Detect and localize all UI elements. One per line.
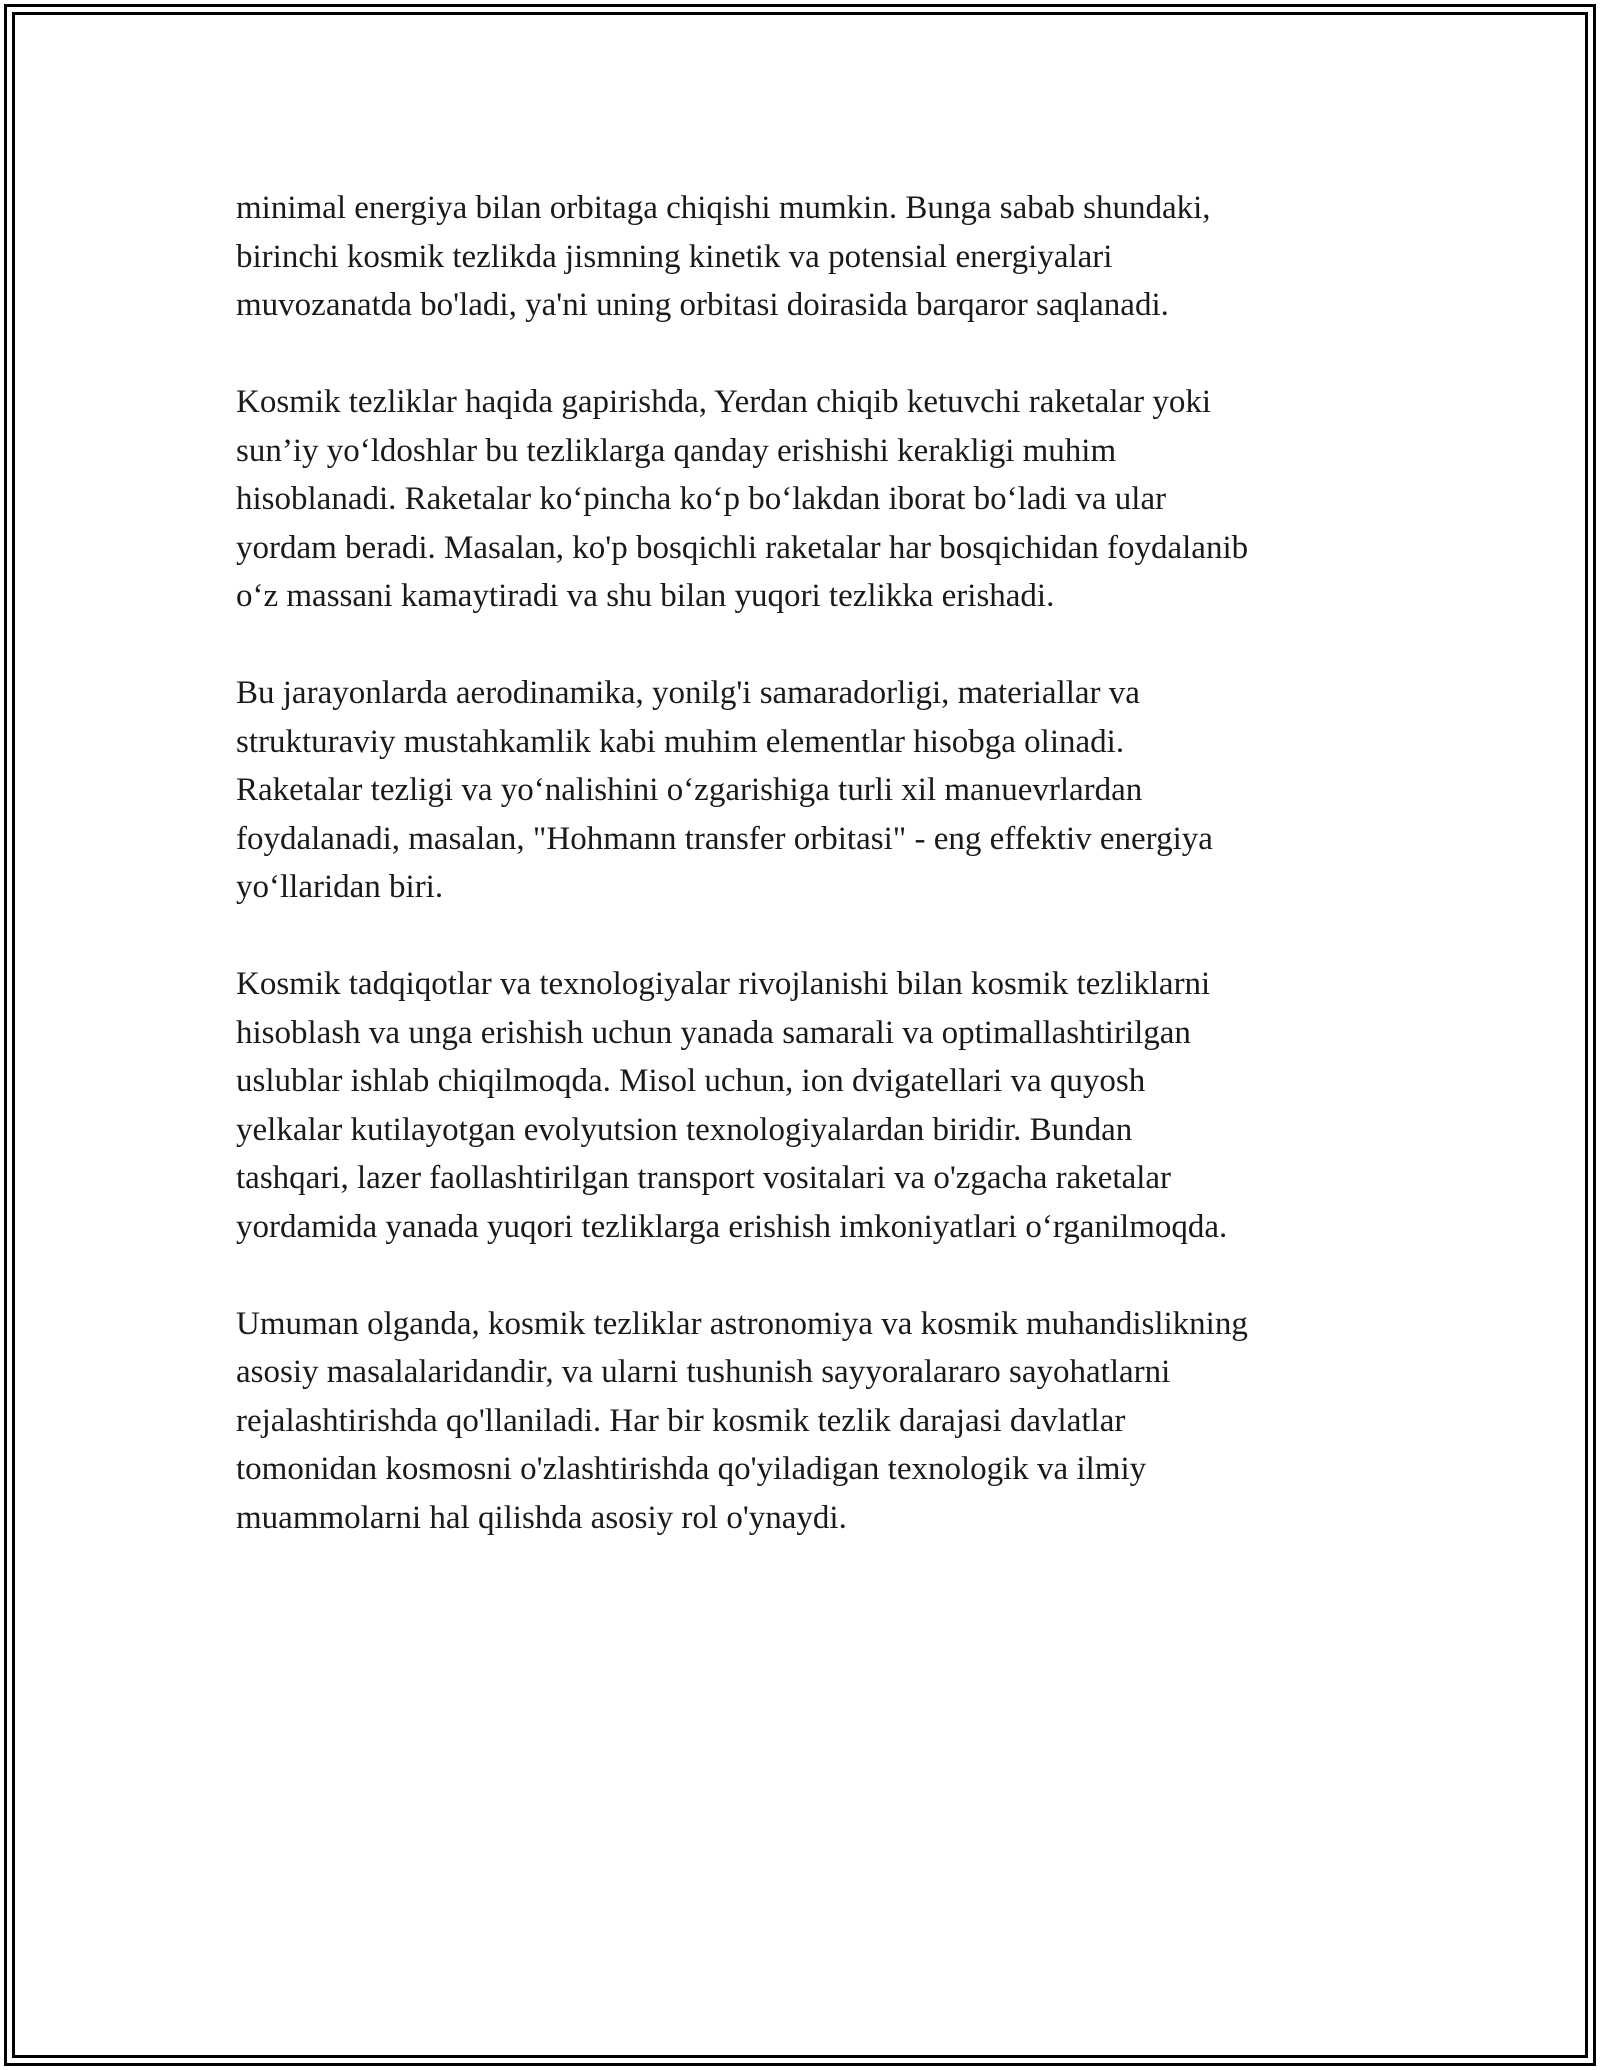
paragraph-2 xyxy=(236,378,1376,621)
text-line: minimal energiya bilan orbitaga chiqishi mumkin. Bunga sabab shundaki, xyxy=(236,190,1211,226)
paragraph-1 xyxy=(236,184,1376,330)
text-line: asosiy masalalaridandir, va ularni tushunish sayyoralararo sayohatlarni xyxy=(236,1354,1171,1390)
text-line: rejalashtirishda qo'llaniladi. Har bir kosmik tezlik darajasi davlatlar xyxy=(236,1402,1126,1439)
document-body xyxy=(236,184,1376,1591)
text-line: foydalanadi, masalan, "Hohmann transfer orbitasi" - eng effektiv energiya xyxy=(236,820,1213,857)
text-line: tomonidan kosmosni o'zlashtirishda qo'yiladigan texnologik va ilmiy xyxy=(236,1451,1147,1487)
text-line: o‘z massani kamaytiradi va shu bilan yuqori tezlikka erishadi. xyxy=(236,578,1055,614)
text-line: yo‘llaridan biri. xyxy=(236,869,444,905)
text-line: muvozanatda bo'ladi, ya'ni uning orbitasi doirasida barqaror saqlanadi. xyxy=(236,287,1169,323)
text-line: muammolarni hal qilishda asosiy rol o'ynaydi. xyxy=(236,1499,847,1536)
text-line: hisoblash va unga erishish uchun yanada samarali va optimallashtirilgan xyxy=(236,1014,1191,1051)
text-line: strukturaviy mustahkamlik kabi muhim elementlar hisobga olinadi. xyxy=(236,723,1125,760)
text-line: birinchi kosmik tezlikda jismning kinetik va potensial energiyalari xyxy=(236,238,1113,275)
text-line: yordam beradi. Masalan, ko'p bosqichli raketalar har bosqichidan foydalanib xyxy=(236,529,1249,566)
text-line: tashqari, lazer faollashtirilgan transport vositalari va o'zgacha raketalar xyxy=(236,1160,1172,1196)
text-line: uslublar ishlab chiqilmoqda. Misol uchun, ion dvigatellari va quyosh xyxy=(236,1063,1146,1099)
paragraph-3 xyxy=(236,669,1376,912)
paragraph-5 xyxy=(236,1300,1376,1543)
text-line: Kosmik tadqiqotlar va texnologiyalar rivojlanishi bilan kosmik tezliklarni xyxy=(236,966,1211,1002)
text-line: yelkalar kutilayotgan evolyutsion texnologiyalardan biridir. Bundan xyxy=(236,1111,1133,1148)
text-line: Umuman olganda, kosmik tezliklar astronomiya va kosmik muhandislikning xyxy=(236,1305,1248,1342)
text-line: sun’iy yo‘ldoshlar bu tezliklarga qanday erishishi kerakligi muhim xyxy=(236,432,1117,469)
text-line: yordamida yanada yuqori tezliklarga erishish imkoniyatlari o‘rganilmoqda. xyxy=(236,1208,1228,1245)
paragraph-4 xyxy=(236,960,1376,1251)
text-line: Bu jarayonlarda aerodinamika, yonilg'i samaradorligi, materiallar va xyxy=(236,675,1140,711)
text-line: Kosmik tezliklar haqida gapirishda, Yerdan chiqib ketuvchi raketalar yoki xyxy=(236,384,1212,420)
text-line: Raketalar tezligi va yo‘nalishini o‘zgarishiga turli xil manuevrlardan xyxy=(236,772,1143,808)
text-line: hisoblanadi. Raketalar ko‘pincha ko‘p bo‘lakdan iborat bo‘ladi va ular xyxy=(236,481,1167,517)
